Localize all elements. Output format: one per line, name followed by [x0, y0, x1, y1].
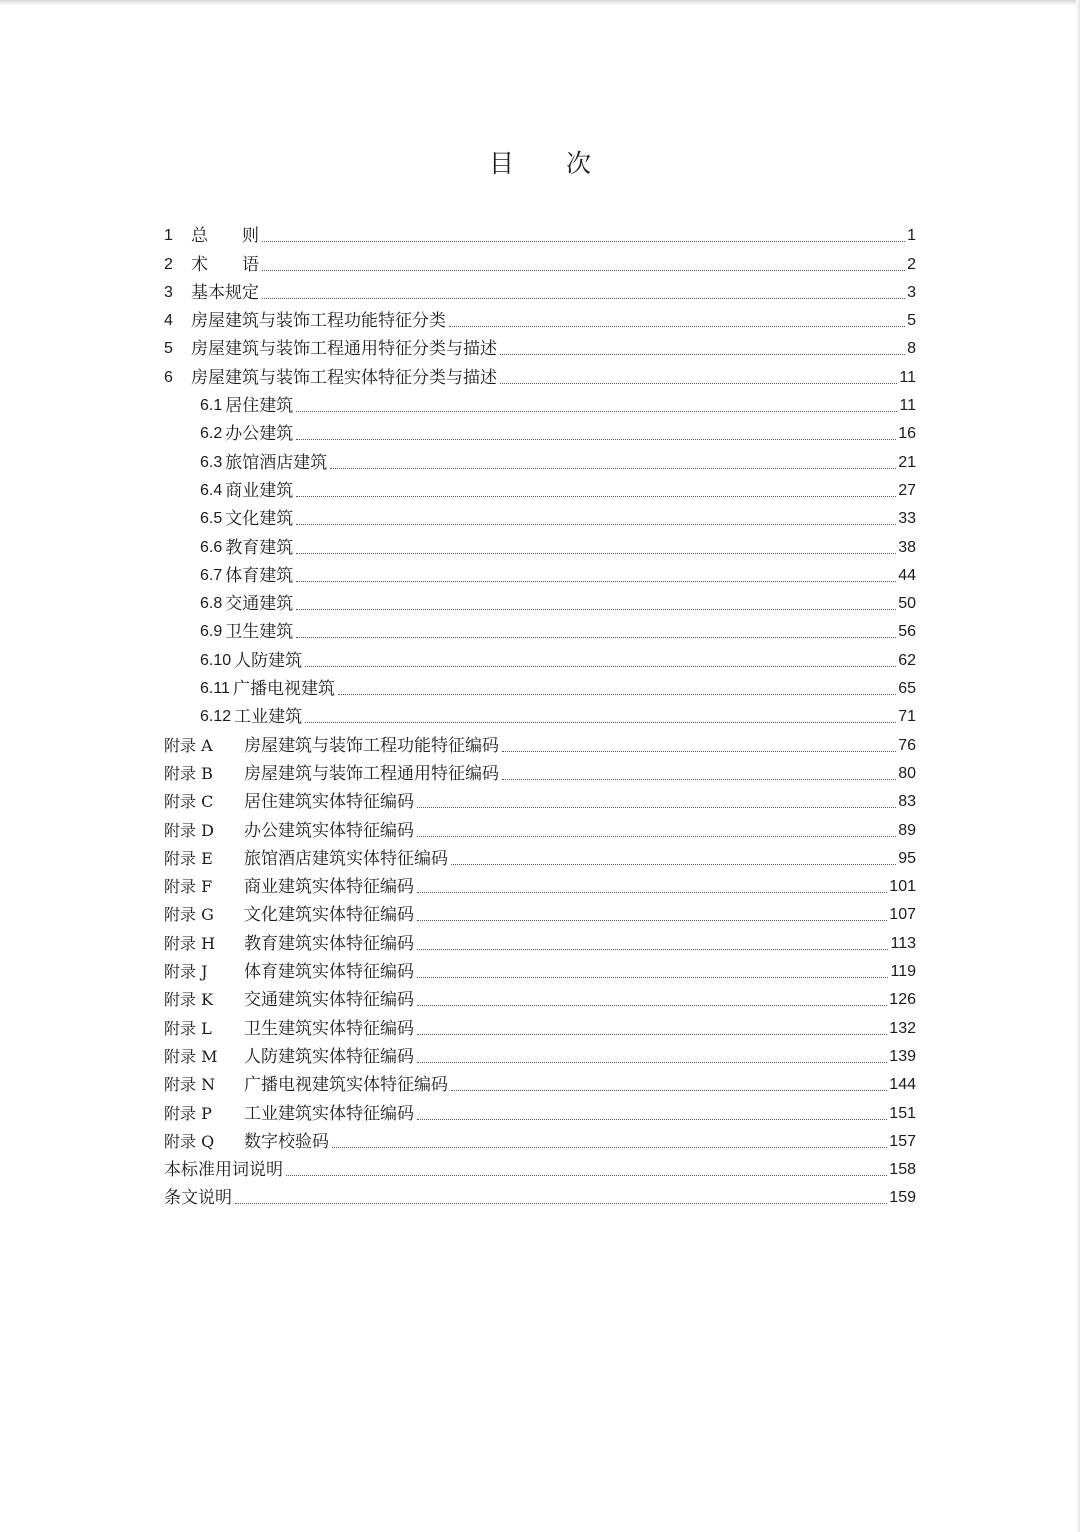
toc-entry-label: 交通建筑 — [225, 594, 294, 615]
toc-dot-leader — [296, 495, 896, 497]
toc-entry-label: 房屋建筑与装饰工程功能特征编码 — [244, 735, 499, 756]
toc-entry[interactable] — [164, 505, 916, 533]
toc-entry-page: 132 — [889, 1019, 916, 1037]
toc-entry-page: 5 — [907, 312, 916, 330]
toc-entry-number: 附录 H — [164, 933, 216, 953]
toc-entry-page: 89 — [898, 821, 916, 839]
toc-entry[interactable] — [164, 279, 916, 307]
toc-entry[interactable] — [164, 307, 916, 335]
toc-entry-page: 151 — [889, 1104, 916, 1122]
toc-entry-page: 76 — [898, 736, 916, 754]
toc-entry[interactable] — [164, 845, 916, 873]
toc-dot-leader — [417, 976, 888, 978]
toc-dot-leader — [296, 608, 896, 610]
toc-entry-label: 卫生建筑 — [225, 622, 294, 643]
toc-entry-page: 62 — [898, 651, 916, 669]
toc-entry-number: 6.9 — [200, 623, 223, 641]
toc-entry-label: 房屋建筑与装饰工程通用特征分类与描述 — [191, 339, 497, 360]
toc-dot-leader — [332, 1146, 887, 1148]
toc-entry-label: 文化建筑 — [225, 509, 294, 530]
toc-entry-number: 6.10 — [200, 651, 232, 669]
toc-entry-label: 广播电视建筑实体特征编码 — [244, 1075, 448, 1096]
toc-dot-leader — [305, 665, 896, 667]
toc-entry-number: 附录 J — [164, 962, 208, 982]
toc-entry-page: 158 — [889, 1161, 916, 1179]
toc-entry[interactable] — [164, 788, 916, 816]
toc-entry-page: 113 — [890, 934, 916, 952]
toc-entry-label: 体育建筑实体特征编码 — [244, 962, 414, 983]
toc-entry-label: 卫生建筑实体特征编码 — [244, 1018, 414, 1039]
toc-entry[interactable] — [164, 250, 916, 278]
toc-entry-page: 95 — [898, 849, 916, 867]
toc-entry-number: 6.8 — [200, 595, 223, 613]
toc-entry[interactable] — [164, 420, 916, 448]
toc-entry-number: 附录 D — [164, 820, 214, 840]
toc-entry-number: 6.11 — [200, 680, 230, 698]
toc-entry[interactable] — [164, 731, 916, 759]
toc-dot-leader — [262, 269, 905, 271]
toc-dot-leader — [305, 721, 896, 723]
toc-entry-page: 44 — [898, 566, 916, 584]
toc-dot-leader — [417, 891, 887, 893]
toc-entry-label: 商业建筑 — [225, 480, 294, 501]
toc-entry-label: 房屋建筑与装饰工程实体特征分类与描述 — [191, 367, 497, 388]
toc-entry-number: 附录 G — [164, 905, 214, 925]
toc-entry-number: 4 — [164, 312, 173, 330]
toc-dot-leader — [296, 552, 896, 554]
toc-entry[interactable] — [164, 816, 916, 844]
toc-dot-leader — [330, 467, 896, 469]
toc-dot-leader — [296, 523, 896, 525]
toc-entry-number: 6.1 — [200, 397, 223, 415]
toc-entry-page: 71 — [898, 708, 916, 726]
toc-entry-label: 体育建筑 — [225, 565, 294, 586]
toc-dot-leader — [417, 948, 888, 950]
toc-entry-number: 6.6 — [200, 538, 223, 556]
toc-entry-number: 6.2 — [200, 425, 223, 443]
toc-entry[interactable] — [164, 901, 916, 929]
toc-entry-page: 139 — [889, 1047, 916, 1065]
toc-entry[interactable] — [164, 675, 916, 703]
toc-entry[interactable] — [164, 1156, 916, 1184]
toc-entry-page: 80 — [898, 764, 916, 782]
table-of-contents — [164, 222, 916, 1212]
toc-entry-number: 附录 F — [164, 877, 213, 897]
toc-entry-page: 38 — [898, 538, 916, 556]
toc-entry[interactable] — [164, 986, 916, 1014]
toc-entry[interactable] — [164, 1184, 916, 1212]
toc-entry-number: 6.7 — [200, 566, 223, 584]
toc-entry-page: 126 — [889, 991, 916, 1009]
toc-entry-label: 本标准用词说明 — [164, 1160, 283, 1181]
toc-entry[interactable] — [164, 335, 916, 363]
toc-entry-label: 人防建筑实体特征编码 — [244, 1046, 414, 1067]
toc-entry-label: 教育建筑实体特征编码 — [244, 933, 414, 954]
toc-dot-leader — [417, 1033, 887, 1035]
toc-entry-number: 附录 K — [164, 990, 214, 1010]
toc-entry-page: 11 — [899, 368, 916, 386]
toc-dot-leader — [262, 240, 905, 242]
toc-entry-label: 旅馆酒店建筑实体特征编码 — [244, 848, 448, 869]
toc-entry-number: 2 — [164, 255, 173, 273]
toc-entry[interactable] — [164, 929, 916, 957]
toc-entry[interactable] — [164, 1043, 916, 1071]
toc-entry-page: 2 — [907, 255, 916, 273]
toc-entry-label: 工业建筑实体特征编码 — [244, 1103, 414, 1124]
toc-entry-page: 50 — [898, 595, 916, 613]
toc-entry-number: 6.12 — [200, 708, 232, 726]
toc-entry-label: 总 则 — [191, 226, 259, 247]
toc-entry-label: 办公建筑实体特征编码 — [244, 820, 414, 841]
toc-entry-label: 文化建筑实体特征编码 — [244, 905, 414, 926]
toc-entry-number: 5 — [164, 340, 173, 358]
toc-entry-number: 附录 M — [164, 1046, 218, 1066]
toc-entry-label: 基本规定 — [191, 282, 259, 303]
page-edge-shadow-right — [1076, 0, 1080, 1532]
toc-entry-label: 条文说明 — [164, 1188, 232, 1209]
toc-dot-leader — [451, 863, 896, 865]
toc-entry[interactable] — [164, 590, 916, 618]
toc-entry-label: 数字校验码 — [244, 1131, 329, 1152]
toc-entry-number: 附录 C — [164, 792, 214, 812]
toc-entry-label: 人防建筑 — [234, 650, 303, 671]
toc-entry-number: 附录 N — [164, 1075, 216, 1095]
toc-dot-leader — [500, 382, 897, 384]
toc-entry-number: 附录 A — [164, 735, 213, 755]
toc-dot-leader — [296, 438, 896, 440]
toc-dot-leader — [296, 636, 896, 638]
toc-entry[interactable] — [164, 703, 916, 731]
toc-entry-page: 144 — [889, 1076, 916, 1094]
toc-dot-leader — [417, 1061, 887, 1063]
toc-entry-label: 术 语 — [191, 254, 259, 275]
toc-entry-number: 附录 L — [164, 1018, 212, 1038]
toc-entry-number: 附录 Q — [164, 1131, 215, 1151]
toc-entry-number: 附录 E — [164, 848, 213, 868]
toc-entry-number: 6 — [164, 368, 173, 386]
toc-dot-leader — [417, 1118, 887, 1120]
toc-dot-leader — [449, 325, 905, 327]
toc-dot-leader — [502, 750, 896, 752]
toc-dot-leader — [451, 1089, 887, 1091]
toc-entry-number: 附录 B — [164, 763, 213, 783]
toc-entry-number: 6.3 — [200, 453, 223, 471]
toc-dot-leader — [262, 297, 905, 299]
toc-entry-label: 交通建筑实体特征编码 — [244, 990, 414, 1011]
toc-entry[interactable] — [164, 1128, 916, 1156]
toc-dot-leader — [417, 1004, 887, 1006]
toc-entry-page: 157 — [889, 1132, 916, 1150]
page-edge-shadow — [0, 0, 1080, 6]
toc-entry-page: 33 — [898, 510, 916, 528]
toc-dot-leader — [417, 806, 896, 808]
toc-entry-label: 房屋建筑与装饰工程功能特征分类 — [191, 311, 446, 332]
toc-entry-label: 居住建筑 — [225, 396, 294, 417]
toc-entry-label: 教育建筑 — [225, 537, 294, 558]
toc-entry-page: 56 — [898, 623, 916, 641]
toc-entry-number: 1 — [164, 227, 173, 245]
toc-dot-leader — [286, 1174, 887, 1176]
toc-entry-page: 16 — [898, 425, 916, 443]
toc-entry-label: 房屋建筑与装饰工程通用特征编码 — [244, 763, 499, 784]
toc-entry-page: 101 — [889, 878, 916, 896]
toc-entry[interactable] — [164, 222, 916, 250]
toc-dot-leader — [296, 410, 897, 412]
toc-entry-number: 3 — [164, 283, 173, 301]
toc-entry-page: 1 — [907, 227, 916, 245]
toc-entry[interactable] — [164, 760, 916, 788]
toc-dot-leader — [338, 693, 896, 695]
toc-dot-leader — [235, 1202, 887, 1204]
toc-entry[interactable] — [164, 448, 916, 476]
toc-entry-page: 8 — [907, 340, 916, 358]
toc-entry-label: 旅馆酒店建筑 — [225, 452, 328, 473]
toc-entry-page: 107 — [889, 906, 916, 924]
toc-title: 目 次 — [489, 149, 613, 178]
toc-entry[interactable] — [164, 1071, 916, 1099]
toc-entry-page: 3 — [907, 283, 916, 301]
toc-entry[interactable] — [164, 363, 916, 391]
toc-entry-page: 21 — [898, 453, 916, 471]
toc-entry-page: 27 — [898, 481, 916, 499]
toc-entry[interactable] — [164, 562, 916, 590]
toc-entry-page: 119 — [890, 963, 916, 981]
toc-entry-label: 工业建筑 — [234, 707, 303, 728]
toc-entry-label: 商业建筑实体特征编码 — [244, 877, 414, 898]
toc-entry[interactable] — [164, 392, 916, 420]
toc-entry[interactable] — [164, 618, 916, 646]
toc-entry-page: 65 — [898, 680, 916, 698]
toc-entry[interactable] — [164, 1014, 916, 1042]
toc-entry-number: 附录 P — [164, 1103, 212, 1123]
toc-dot-leader — [417, 919, 887, 921]
toc-dot-leader — [502, 778, 896, 780]
toc-entry-page: 11 — [899, 397, 916, 415]
toc-entry[interactable] — [164, 1099, 916, 1127]
toc-entry-number: 6.4 — [200, 481, 223, 499]
toc-entry-page: 159 — [889, 1189, 916, 1207]
toc-dot-leader — [417, 835, 896, 837]
toc-dot-leader — [296, 580, 896, 582]
toc-entry[interactable] — [164, 646, 916, 674]
toc-entry[interactable] — [164, 533, 916, 561]
toc-entry-page: 83 — [898, 793, 916, 811]
toc-entry-label: 办公建筑 — [225, 424, 294, 445]
toc-entry[interactable] — [164, 958, 916, 986]
toc-dot-leader — [500, 353, 905, 355]
toc-entry-label: 广播电视建筑 — [232, 679, 335, 700]
toc-entry-label: 居住建筑实体特征编码 — [244, 792, 414, 813]
toc-entry-number: 6.5 — [200, 510, 223, 528]
toc-entry[interactable] — [164, 477, 916, 505]
toc-entry[interactable] — [164, 873, 916, 901]
